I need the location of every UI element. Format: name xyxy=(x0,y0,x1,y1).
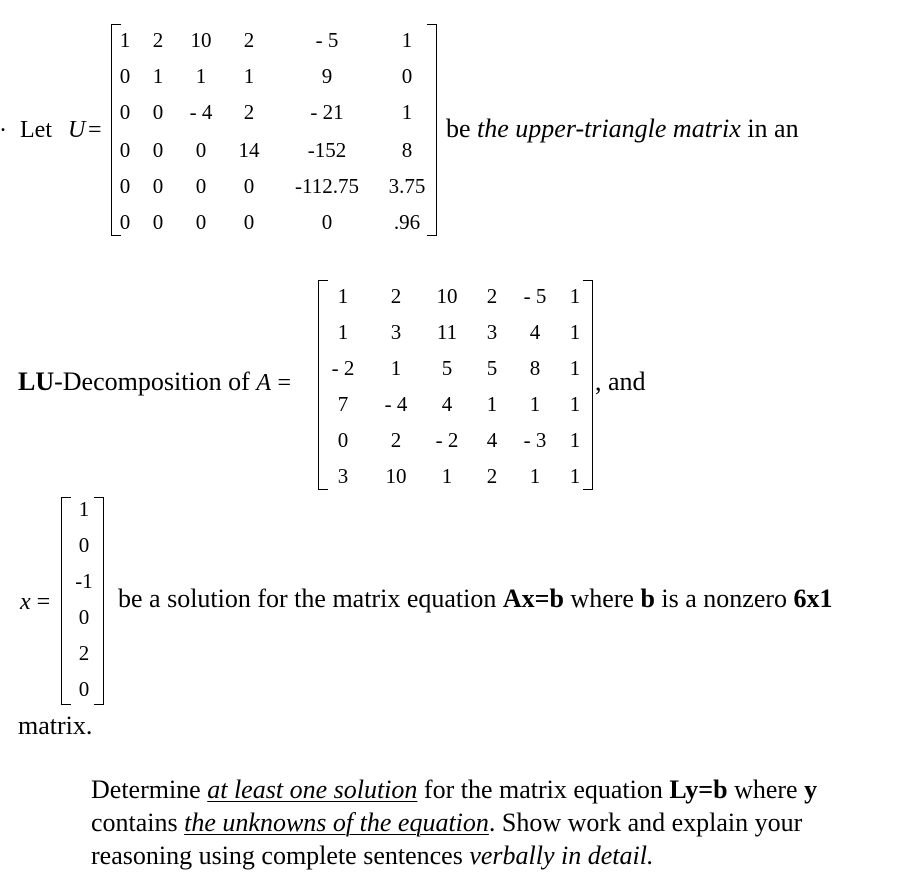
matrix-u-cell: 1 xyxy=(195,64,207,88)
matrix-a-cell: 2 xyxy=(486,464,498,488)
matrix-a-cell: 1 xyxy=(569,392,581,416)
q-contains: contains xyxy=(91,808,178,837)
matrix-a-cell: 2 xyxy=(486,284,498,308)
matrix-u-cell: 0 xyxy=(152,174,164,198)
matrix-u-cell: 8 xyxy=(401,138,413,162)
vector-x-cell: 0 xyxy=(78,677,90,701)
matrix-a-cell: 4 xyxy=(441,392,453,416)
matrix-u-cell: 0 xyxy=(119,64,131,88)
matrix-a-cell: 2 xyxy=(390,428,402,452)
matrix-a-cell: 1 xyxy=(529,464,541,488)
matrix-u-cell: 10 xyxy=(190,28,212,52)
matrix-u-cell: 2 xyxy=(243,28,255,52)
q-p5: where xyxy=(734,775,798,804)
u-symbol: U xyxy=(68,117,86,143)
matrix-u-cell: 0 xyxy=(152,210,164,234)
q-reasoning: reasoning using complete sentences xyxy=(91,841,463,870)
matrix-a-cell: 1 xyxy=(486,392,498,416)
matrix-a-cell: 10 xyxy=(436,284,458,308)
q-p3: for the matrix equation xyxy=(423,775,663,804)
matrix-u-cell: 0 xyxy=(119,174,131,198)
matrix-a-cell: 1 xyxy=(441,464,453,488)
matrix-u-cell: 1 xyxy=(401,100,413,124)
matrix-u-cell: 0 xyxy=(195,210,207,234)
matrix-u-cell: - 21 xyxy=(310,100,344,124)
matrix-a-cell: - 2 xyxy=(435,428,459,452)
q-show-work: . Show work and explain your xyxy=(488,808,803,837)
u-desc-tail: in an xyxy=(747,114,799,143)
matrix-u-cell: 2 xyxy=(243,100,255,124)
vector-x-right-bracket xyxy=(94,497,104,705)
and-text: , and xyxy=(595,367,646,396)
matrix-u-cell: 1 xyxy=(119,28,131,52)
matrix-u-cell: 0 xyxy=(119,138,131,162)
matrix-a-cell: 7 xyxy=(337,392,349,416)
question-line-3 xyxy=(91,843,653,869)
q-at-least-one-solution: at least one solution xyxy=(207,775,418,804)
matrix-a-cell: 10 xyxy=(385,464,407,488)
matrix-u-cell: 1 xyxy=(243,64,255,88)
dims-bold: 6x1 xyxy=(793,584,833,613)
matrix-u-cell: 9 xyxy=(321,64,333,88)
matrix-a-cell: 1 xyxy=(569,464,581,488)
matrix-a-cell: 11 xyxy=(436,320,458,344)
matrix-a-cell: 1 xyxy=(337,320,349,344)
matrix-a-cell: 1 xyxy=(569,284,581,308)
matrix-a-cell: 1 xyxy=(390,356,402,380)
matrix-a-cell: - 5 xyxy=(523,284,547,308)
vector-x-left-bracket xyxy=(61,497,71,705)
matrix-a-cell: - 2 xyxy=(331,356,355,380)
matrix-u-left-bracket xyxy=(111,24,121,236)
b-bold: b xyxy=(640,584,655,613)
vector-x-cell: 1 xyxy=(78,497,90,521)
matrix-a-cell: 3 xyxy=(337,464,349,488)
matrix-u-cell: 0 xyxy=(195,138,207,162)
q-unknowns: the unknowns of the equation xyxy=(184,808,489,837)
lu-text: -Decomposition of xyxy=(54,367,250,396)
matrix-a-cell: 5 xyxy=(486,356,498,380)
matrix-a-cell: 1 xyxy=(337,284,349,308)
vector-x-cell: 0 xyxy=(78,533,90,557)
vector-x-cell: 0 xyxy=(78,605,90,629)
lu-decomposition-label xyxy=(18,369,291,395)
let-label: Let xyxy=(20,117,52,143)
u-desc-plain: be xyxy=(446,114,471,143)
matrix-a-cell: 4 xyxy=(529,320,541,344)
matrix-a-cell: 2 xyxy=(390,284,402,308)
matrix-a-cell: 1 xyxy=(529,392,541,416)
question-line-1 xyxy=(91,777,817,803)
matrix-a-cell: 1 xyxy=(569,428,581,452)
matrix-a-cell: - 4 xyxy=(384,392,408,416)
u-description xyxy=(446,116,799,142)
x-equals: = xyxy=(36,589,51,615)
bullet-marker: . xyxy=(0,111,6,137)
a-equals: = xyxy=(277,370,292,396)
matrix-u-cell: 0 xyxy=(119,100,131,124)
q-y: y xyxy=(804,775,818,804)
matrix-u-cell: 0 xyxy=(152,100,164,124)
matrix-a-cell: 5 xyxy=(441,356,453,380)
matrix-a-cell: - 3 xyxy=(523,428,547,452)
matrix-u-cell: 0 xyxy=(321,210,333,234)
matrix-a-cell: 3 xyxy=(486,320,498,344)
solution-text-2: where xyxy=(570,584,634,613)
matrix-a-cell: 1 xyxy=(569,356,581,380)
q-lyb: Ly=b xyxy=(669,775,728,804)
matrix-a-cell: 0 xyxy=(337,428,349,452)
matrix-u-cell: -112.75 xyxy=(295,174,359,198)
u-desc-italic: the upper-triangle matrix xyxy=(477,114,741,143)
matrix-u-cell: 14 xyxy=(238,138,260,162)
matrix-u-cell: - 4 xyxy=(189,100,213,124)
solution-description xyxy=(118,586,833,612)
matrix-u-cell: 0 xyxy=(401,64,413,88)
vector-x-cell: 2 xyxy=(78,641,90,665)
matrix-u-cell: - 5 xyxy=(315,28,339,52)
u-equals: = xyxy=(88,117,102,143)
q-verbally: verbally in detail. xyxy=(469,841,654,870)
solution-text-1: be a solution for the matrix equation xyxy=(118,584,497,613)
axb-bold: Ax=b xyxy=(502,584,564,613)
matrix-u-cell: .96 xyxy=(393,210,421,234)
matrix-a-cell: 4 xyxy=(486,428,498,452)
matrix-u-cell: 0 xyxy=(195,174,207,198)
matrix-a-cell: 1 xyxy=(569,320,581,344)
a-symbol: A xyxy=(256,370,271,396)
question-line-2 xyxy=(91,810,802,836)
x-symbol: x xyxy=(20,589,31,615)
matrix-u-cell: 0 xyxy=(119,210,131,234)
matrix-u-cell: 2 xyxy=(152,28,164,52)
matrix-u-right-bracket xyxy=(427,24,437,236)
solution-text-3: is a nonzero xyxy=(661,584,788,613)
matrix-u-cell: 0 xyxy=(243,174,255,198)
q-p1: Determine xyxy=(91,775,201,804)
vector-x-cell: -1 xyxy=(75,569,93,593)
matrix-a-left-bracket xyxy=(318,280,328,490)
matrix-u-cell: 0 xyxy=(243,210,255,234)
matrix-u-cell: 0 xyxy=(152,138,164,162)
matrix-u-cell: 1 xyxy=(152,64,164,88)
matrix-word: matrix. xyxy=(18,711,93,740)
lu-bold: LU xyxy=(18,367,55,396)
matrix-a-cell: 3 xyxy=(390,320,402,344)
matrix-u-cell: 3.75 xyxy=(388,174,426,198)
matrix-u-cell: 1 xyxy=(401,28,413,52)
matrix-u-cell: -152 xyxy=(307,138,347,162)
matrix-a-cell: 8 xyxy=(529,356,541,380)
matrix-a-right-bracket xyxy=(583,280,593,490)
